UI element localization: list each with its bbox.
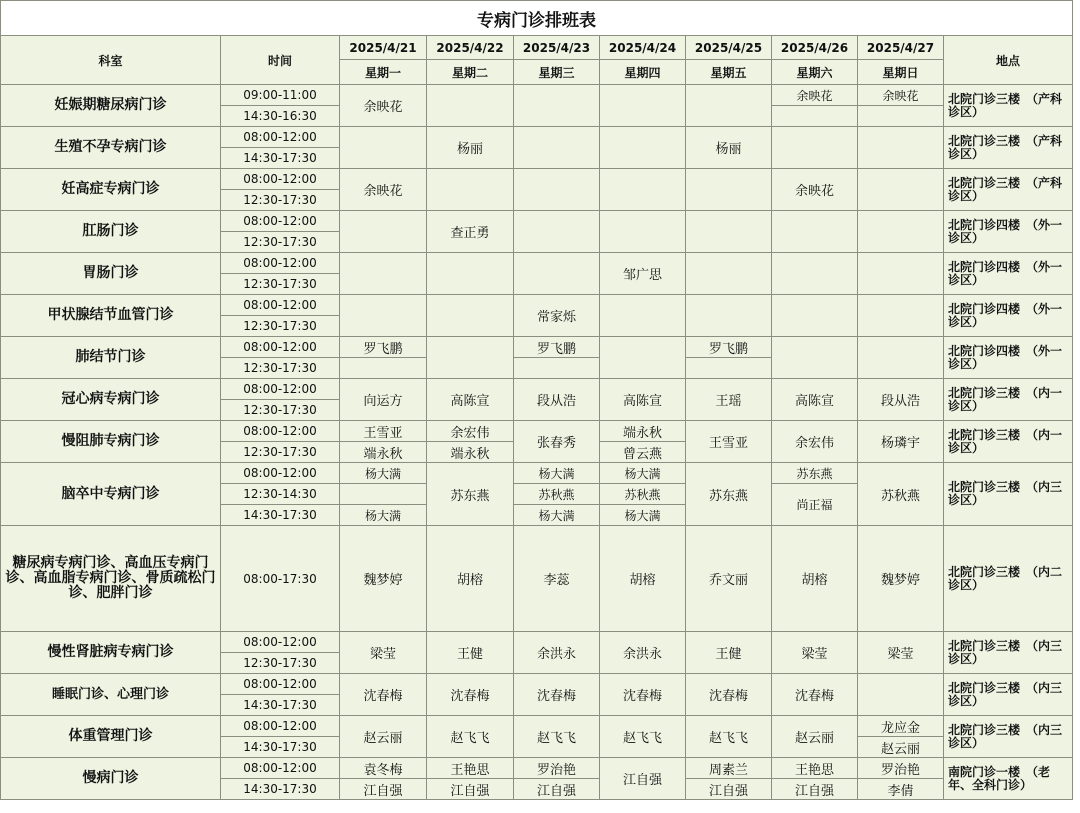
header-date: 2025/4/21 bbox=[340, 36, 427, 60]
doctor-cell bbox=[858, 253, 944, 295]
doctor-cell bbox=[772, 211, 858, 253]
time-slot: 08:00-12:00 bbox=[221, 758, 340, 779]
header-time: 时间 bbox=[221, 36, 340, 85]
doctor-cell: 王健 bbox=[427, 632, 514, 674]
doctor-cell: 端永秋 bbox=[427, 442, 514, 463]
doctor-cell: 赵云丽 bbox=[340, 716, 427, 758]
doctor-cell: 余映花 bbox=[858, 85, 944, 106]
doctor-cell bbox=[686, 85, 772, 127]
dept-name: 脑卒中专病门诊 bbox=[1, 463, 221, 526]
doctor-cell: 苏东燕 bbox=[686, 463, 772, 526]
doctor-cell: 王瑶 bbox=[686, 379, 772, 421]
time-slot: 12:30-17:30 bbox=[221, 316, 340, 337]
dept-name: 肛肠门诊 bbox=[1, 211, 221, 253]
doctor-cell: 王雪亚 bbox=[686, 421, 772, 463]
doctor-cell: 袁冬梅 bbox=[340, 758, 427, 779]
doctor-cell: 苏东燕 bbox=[427, 463, 514, 526]
location-cell: 北院门诊三楼 （内三诊区） bbox=[944, 463, 1073, 526]
doctor-cell bbox=[858, 169, 944, 211]
doctor-cell: 江自强 bbox=[600, 758, 686, 800]
doctor-cell: 赵飞飞 bbox=[427, 716, 514, 758]
doctor-cell bbox=[772, 253, 858, 295]
doctor-cell: 高陈宣 bbox=[427, 379, 514, 421]
doctor-cell: 尚正福 bbox=[772, 484, 858, 526]
doctor-cell bbox=[858, 674, 944, 716]
doctor-cell: 余宏伟 bbox=[427, 421, 514, 442]
location-cell: 北院门诊四楼 （外一诊区） bbox=[944, 337, 1073, 379]
doctor-cell bbox=[772, 127, 858, 169]
dept-name: 妊娠期糖尿病门诊 bbox=[1, 85, 221, 127]
doctor-cell: 杨丽 bbox=[686, 127, 772, 169]
time-slot: 14:30-17:30 bbox=[221, 695, 340, 716]
doctor-cell: 杨大满 bbox=[340, 463, 427, 484]
time-slot: 12:30-14:30 bbox=[221, 484, 340, 505]
doctor-cell bbox=[514, 358, 600, 379]
time-slot: 08:00-12:00 bbox=[221, 674, 340, 695]
time-slot: 14:30-17:30 bbox=[221, 779, 340, 800]
time-slot: 08:00-12:00 bbox=[221, 337, 340, 358]
header-weekday: 星期二 bbox=[427, 60, 514, 85]
doctor-cell bbox=[772, 295, 858, 337]
dept-name: 冠心病专病门诊 bbox=[1, 379, 221, 421]
doctor-cell bbox=[427, 337, 514, 379]
doctor-cell: 王艳思 bbox=[427, 758, 514, 779]
doctor-cell: 杨大满 bbox=[600, 463, 686, 484]
doctor-cell: 王健 bbox=[686, 632, 772, 674]
doctor-cell bbox=[772, 337, 858, 379]
doctor-cell: 罗飞鹏 bbox=[686, 337, 772, 358]
doctor-cell bbox=[686, 253, 772, 295]
doctor-cell bbox=[340, 211, 427, 253]
time-slot: 08:00-17:30 bbox=[221, 526, 340, 632]
doctor-cell bbox=[514, 85, 600, 127]
header-weekday: 星期五 bbox=[686, 60, 772, 85]
time-slot: 09:00-11:00 bbox=[221, 85, 340, 106]
location-cell: 北院门诊三楼 （产科诊区） bbox=[944, 85, 1073, 127]
doctor-cell: 杨大满 bbox=[514, 505, 600, 526]
header-date: 2025/4/23 bbox=[514, 36, 600, 60]
location-cell: 北院门诊三楼 （内一诊区） bbox=[944, 421, 1073, 463]
location-cell: 北院门诊三楼 （产科诊区） bbox=[944, 169, 1073, 211]
time-slot: 12:30-17:30 bbox=[221, 400, 340, 421]
doctor-cell: 杨大满 bbox=[514, 463, 600, 484]
header-weekday: 星期三 bbox=[514, 60, 600, 85]
doctor-cell: 杨大满 bbox=[600, 505, 686, 526]
time-slot: 08:00-12:00 bbox=[221, 127, 340, 148]
time-slot: 08:00-12:00 bbox=[221, 421, 340, 442]
doctor-cell: 罗治艳 bbox=[514, 758, 600, 779]
doctor-cell bbox=[600, 211, 686, 253]
time-slot: 14:30-16:30 bbox=[221, 106, 340, 127]
doctor-cell: 沈春梅 bbox=[686, 674, 772, 716]
doctor-cell: 胡榕 bbox=[427, 526, 514, 632]
doctor-cell: 罗飞鹏 bbox=[340, 337, 427, 358]
doctor-cell: 余映花 bbox=[772, 169, 858, 211]
doctor-cell bbox=[600, 337, 686, 379]
time-slot: 08:00-12:00 bbox=[221, 211, 340, 232]
doctor-cell: 赵云丽 bbox=[858, 737, 944, 758]
doctor-cell: 沈春梅 bbox=[600, 674, 686, 716]
doctor-cell: 杨璘宇 bbox=[858, 421, 944, 463]
time-slot: 12:30-17:30 bbox=[221, 358, 340, 379]
doctor-cell: 余洪永 bbox=[514, 632, 600, 674]
doctor-cell: 沈春梅 bbox=[772, 674, 858, 716]
location-cell: 北院门诊三楼 （内一诊区） bbox=[944, 379, 1073, 421]
location-cell: 南院门诊一楼 （老年、全科门诊） bbox=[944, 758, 1073, 800]
doctor-cell: 梁莹 bbox=[858, 632, 944, 674]
doctor-cell bbox=[514, 253, 600, 295]
dept-name: 慢性肾脏病专病门诊 bbox=[1, 632, 221, 674]
doctor-cell bbox=[600, 169, 686, 211]
header-date: 2025/4/27 bbox=[858, 36, 944, 60]
doctor-cell: 江自强 bbox=[686, 779, 772, 800]
time-slot: 12:30-17:30 bbox=[221, 653, 340, 674]
doctor-cell bbox=[340, 484, 427, 505]
doctor-cell bbox=[600, 127, 686, 169]
doctor-cell: 李倩 bbox=[858, 779, 944, 800]
header-date: 2025/4/25 bbox=[686, 36, 772, 60]
doctor-cell: 江自强 bbox=[427, 779, 514, 800]
location-cell: 北院门诊四楼 （外一诊区） bbox=[944, 253, 1073, 295]
doctor-cell: 江自强 bbox=[514, 779, 600, 800]
time-slot: 12:30-17:30 bbox=[221, 232, 340, 253]
doctor-cell: 沈春梅 bbox=[340, 674, 427, 716]
doctor-cell: 高陈宣 bbox=[772, 379, 858, 421]
doctor-cell: 罗飞鹏 bbox=[514, 337, 600, 358]
doctor-cell: 余映花 bbox=[772, 85, 858, 106]
doctor-cell: 王艳思 bbox=[772, 758, 858, 779]
doctor-cell: 李蕊 bbox=[514, 526, 600, 632]
doctor-cell bbox=[772, 106, 858, 127]
time-slot: 12:30-17:30 bbox=[221, 274, 340, 295]
dept-name: 甲状腺结节血管门诊 bbox=[1, 295, 221, 337]
time-slot: 12:30-17:30 bbox=[221, 190, 340, 211]
doctor-cell: 胡榕 bbox=[772, 526, 858, 632]
location-cell: 北院门诊四楼 （外一诊区） bbox=[944, 211, 1073, 253]
time-slot: 08:00-12:00 bbox=[221, 253, 340, 274]
doctor-cell: 余宏伟 bbox=[772, 421, 858, 463]
doctor-cell: 沈春梅 bbox=[427, 674, 514, 716]
doctor-cell bbox=[858, 106, 944, 127]
dept-name: 妊高症专病门诊 bbox=[1, 169, 221, 211]
doctor-cell: 赵飞飞 bbox=[686, 716, 772, 758]
doctor-cell: 赵飞飞 bbox=[600, 716, 686, 758]
doctor-cell: 江自强 bbox=[340, 779, 427, 800]
header-weekday: 星期六 bbox=[772, 60, 858, 85]
doctor-cell bbox=[686, 358, 772, 379]
location-cell: 北院门诊三楼 （内三诊区） bbox=[944, 632, 1073, 674]
doctor-cell bbox=[686, 169, 772, 211]
location-cell: 北院门诊三楼 （内三诊区） bbox=[944, 716, 1073, 758]
doctor-cell bbox=[514, 169, 600, 211]
doctor-cell bbox=[686, 211, 772, 253]
doctor-cell: 曾云燕 bbox=[600, 442, 686, 463]
doctor-cell: 梁莹 bbox=[340, 632, 427, 674]
doctor-cell: 魏梦婷 bbox=[340, 526, 427, 632]
time-slot: 08:00-12:00 bbox=[221, 632, 340, 653]
time-slot: 14:30-17:30 bbox=[221, 148, 340, 169]
time-slot: 14:30-17:30 bbox=[221, 737, 340, 758]
header-weekday: 星期四 bbox=[600, 60, 686, 85]
header-date: 2025/4/24 bbox=[600, 36, 686, 60]
doctor-cell bbox=[858, 211, 944, 253]
doctor-cell: 沈春梅 bbox=[514, 674, 600, 716]
doctor-cell bbox=[427, 169, 514, 211]
doctor-cell bbox=[858, 295, 944, 337]
doctor-cell: 余映花 bbox=[340, 85, 427, 127]
time-slot: 08:00-12:00 bbox=[221, 379, 340, 400]
header-location: 地点 bbox=[944, 36, 1073, 85]
doctor-cell: 罗治艳 bbox=[858, 758, 944, 779]
doctor-cell: 王雪亚 bbox=[340, 421, 427, 442]
doctor-cell: 乔文丽 bbox=[686, 526, 772, 632]
dept-name: 睡眠门诊、心理门诊 bbox=[1, 674, 221, 716]
doctor-cell: 常家烁 bbox=[514, 295, 600, 337]
doctor-cell: 张春秀 bbox=[514, 421, 600, 463]
location-cell: 北院门诊三楼 （产科诊区） bbox=[944, 127, 1073, 169]
dept-name: 生殖不孕专病门诊 bbox=[1, 127, 221, 169]
doctor-cell bbox=[340, 358, 427, 379]
location-cell: 北院门诊四楼 （外一诊区） bbox=[944, 295, 1073, 337]
doctor-cell bbox=[340, 253, 427, 295]
doctor-cell: 龙应金 bbox=[858, 716, 944, 737]
doctor-cell bbox=[600, 85, 686, 127]
doctor-cell: 梁莹 bbox=[772, 632, 858, 674]
doctor-cell: 高陈宣 bbox=[600, 379, 686, 421]
location-cell: 北院门诊三楼 （内三诊区） bbox=[944, 674, 1073, 716]
doctor-cell bbox=[858, 337, 944, 379]
doctor-cell: 苏秋燕 bbox=[514, 484, 600, 505]
time-slot: 08:00-12:00 bbox=[221, 295, 340, 316]
doctor-cell: 端永秋 bbox=[340, 442, 427, 463]
dept-name: 体重管理门诊 bbox=[1, 716, 221, 758]
doctor-cell: 胡榕 bbox=[600, 526, 686, 632]
doctor-cell: 江自强 bbox=[772, 779, 858, 800]
header-date: 2025/4/22 bbox=[427, 36, 514, 60]
doctor-cell: 苏秋燕 bbox=[600, 484, 686, 505]
doctor-cell: 赵飞飞 bbox=[514, 716, 600, 758]
doctor-cell bbox=[427, 295, 514, 337]
doctor-cell bbox=[340, 295, 427, 337]
time-slot: 08:00-12:00 bbox=[221, 169, 340, 190]
dept-name: 糖尿病专病门诊、高血压专病门诊、高血脂专病门诊、骨质疏松门诊、肥胖门诊 bbox=[1, 526, 221, 632]
doctor-cell: 余洪永 bbox=[600, 632, 686, 674]
doctor-cell bbox=[427, 85, 514, 127]
location-cell: 北院门诊三楼 （内二诊区） bbox=[944, 526, 1073, 632]
doctor-cell: 端永秋 bbox=[600, 421, 686, 442]
doctor-cell: 邹广思 bbox=[600, 253, 686, 295]
time-slot: 14:30-17:30 bbox=[221, 505, 340, 526]
doctor-cell bbox=[686, 295, 772, 337]
doctor-cell: 查正勇 bbox=[427, 211, 514, 253]
doctor-cell bbox=[340, 127, 427, 169]
time-slot: 08:00-12:00 bbox=[221, 716, 340, 737]
header-dept: 科室 bbox=[1, 36, 221, 85]
dept-name: 肺结节门诊 bbox=[1, 337, 221, 379]
dept-name: 慢阻肺专病门诊 bbox=[1, 421, 221, 463]
doctor-cell bbox=[858, 127, 944, 169]
doctor-cell: 向运方 bbox=[340, 379, 427, 421]
header-date: 2025/4/26 bbox=[772, 36, 858, 60]
doctor-cell: 杨大满 bbox=[340, 505, 427, 526]
time-slot: 08:00-12:00 bbox=[221, 463, 340, 484]
doctor-cell: 周素兰 bbox=[686, 758, 772, 779]
dept-name: 慢病门诊 bbox=[1, 758, 221, 800]
doctor-cell: 段从浩 bbox=[858, 379, 944, 421]
doctor-cell: 杨丽 bbox=[427, 127, 514, 169]
dept-name: 胃肠门诊 bbox=[1, 253, 221, 295]
sheet-title: 专病门诊排班表 bbox=[1, 1, 1073, 36]
doctor-cell bbox=[514, 127, 600, 169]
doctor-cell: 段从浩 bbox=[514, 379, 600, 421]
doctor-cell: 赵云丽 bbox=[772, 716, 858, 758]
header-weekday: 星期一 bbox=[340, 60, 427, 85]
doctor-cell: 苏秋燕 bbox=[858, 463, 944, 526]
doctor-cell bbox=[600, 295, 686, 337]
doctor-cell bbox=[427, 253, 514, 295]
doctor-cell: 余映花 bbox=[340, 169, 427, 211]
header-weekday: 星期日 bbox=[858, 60, 944, 85]
doctor-cell: 苏东燕 bbox=[772, 463, 858, 484]
doctor-cell: 魏梦婷 bbox=[858, 526, 944, 632]
time-slot: 12:30-17:30 bbox=[221, 442, 340, 463]
doctor-cell bbox=[514, 211, 600, 253]
